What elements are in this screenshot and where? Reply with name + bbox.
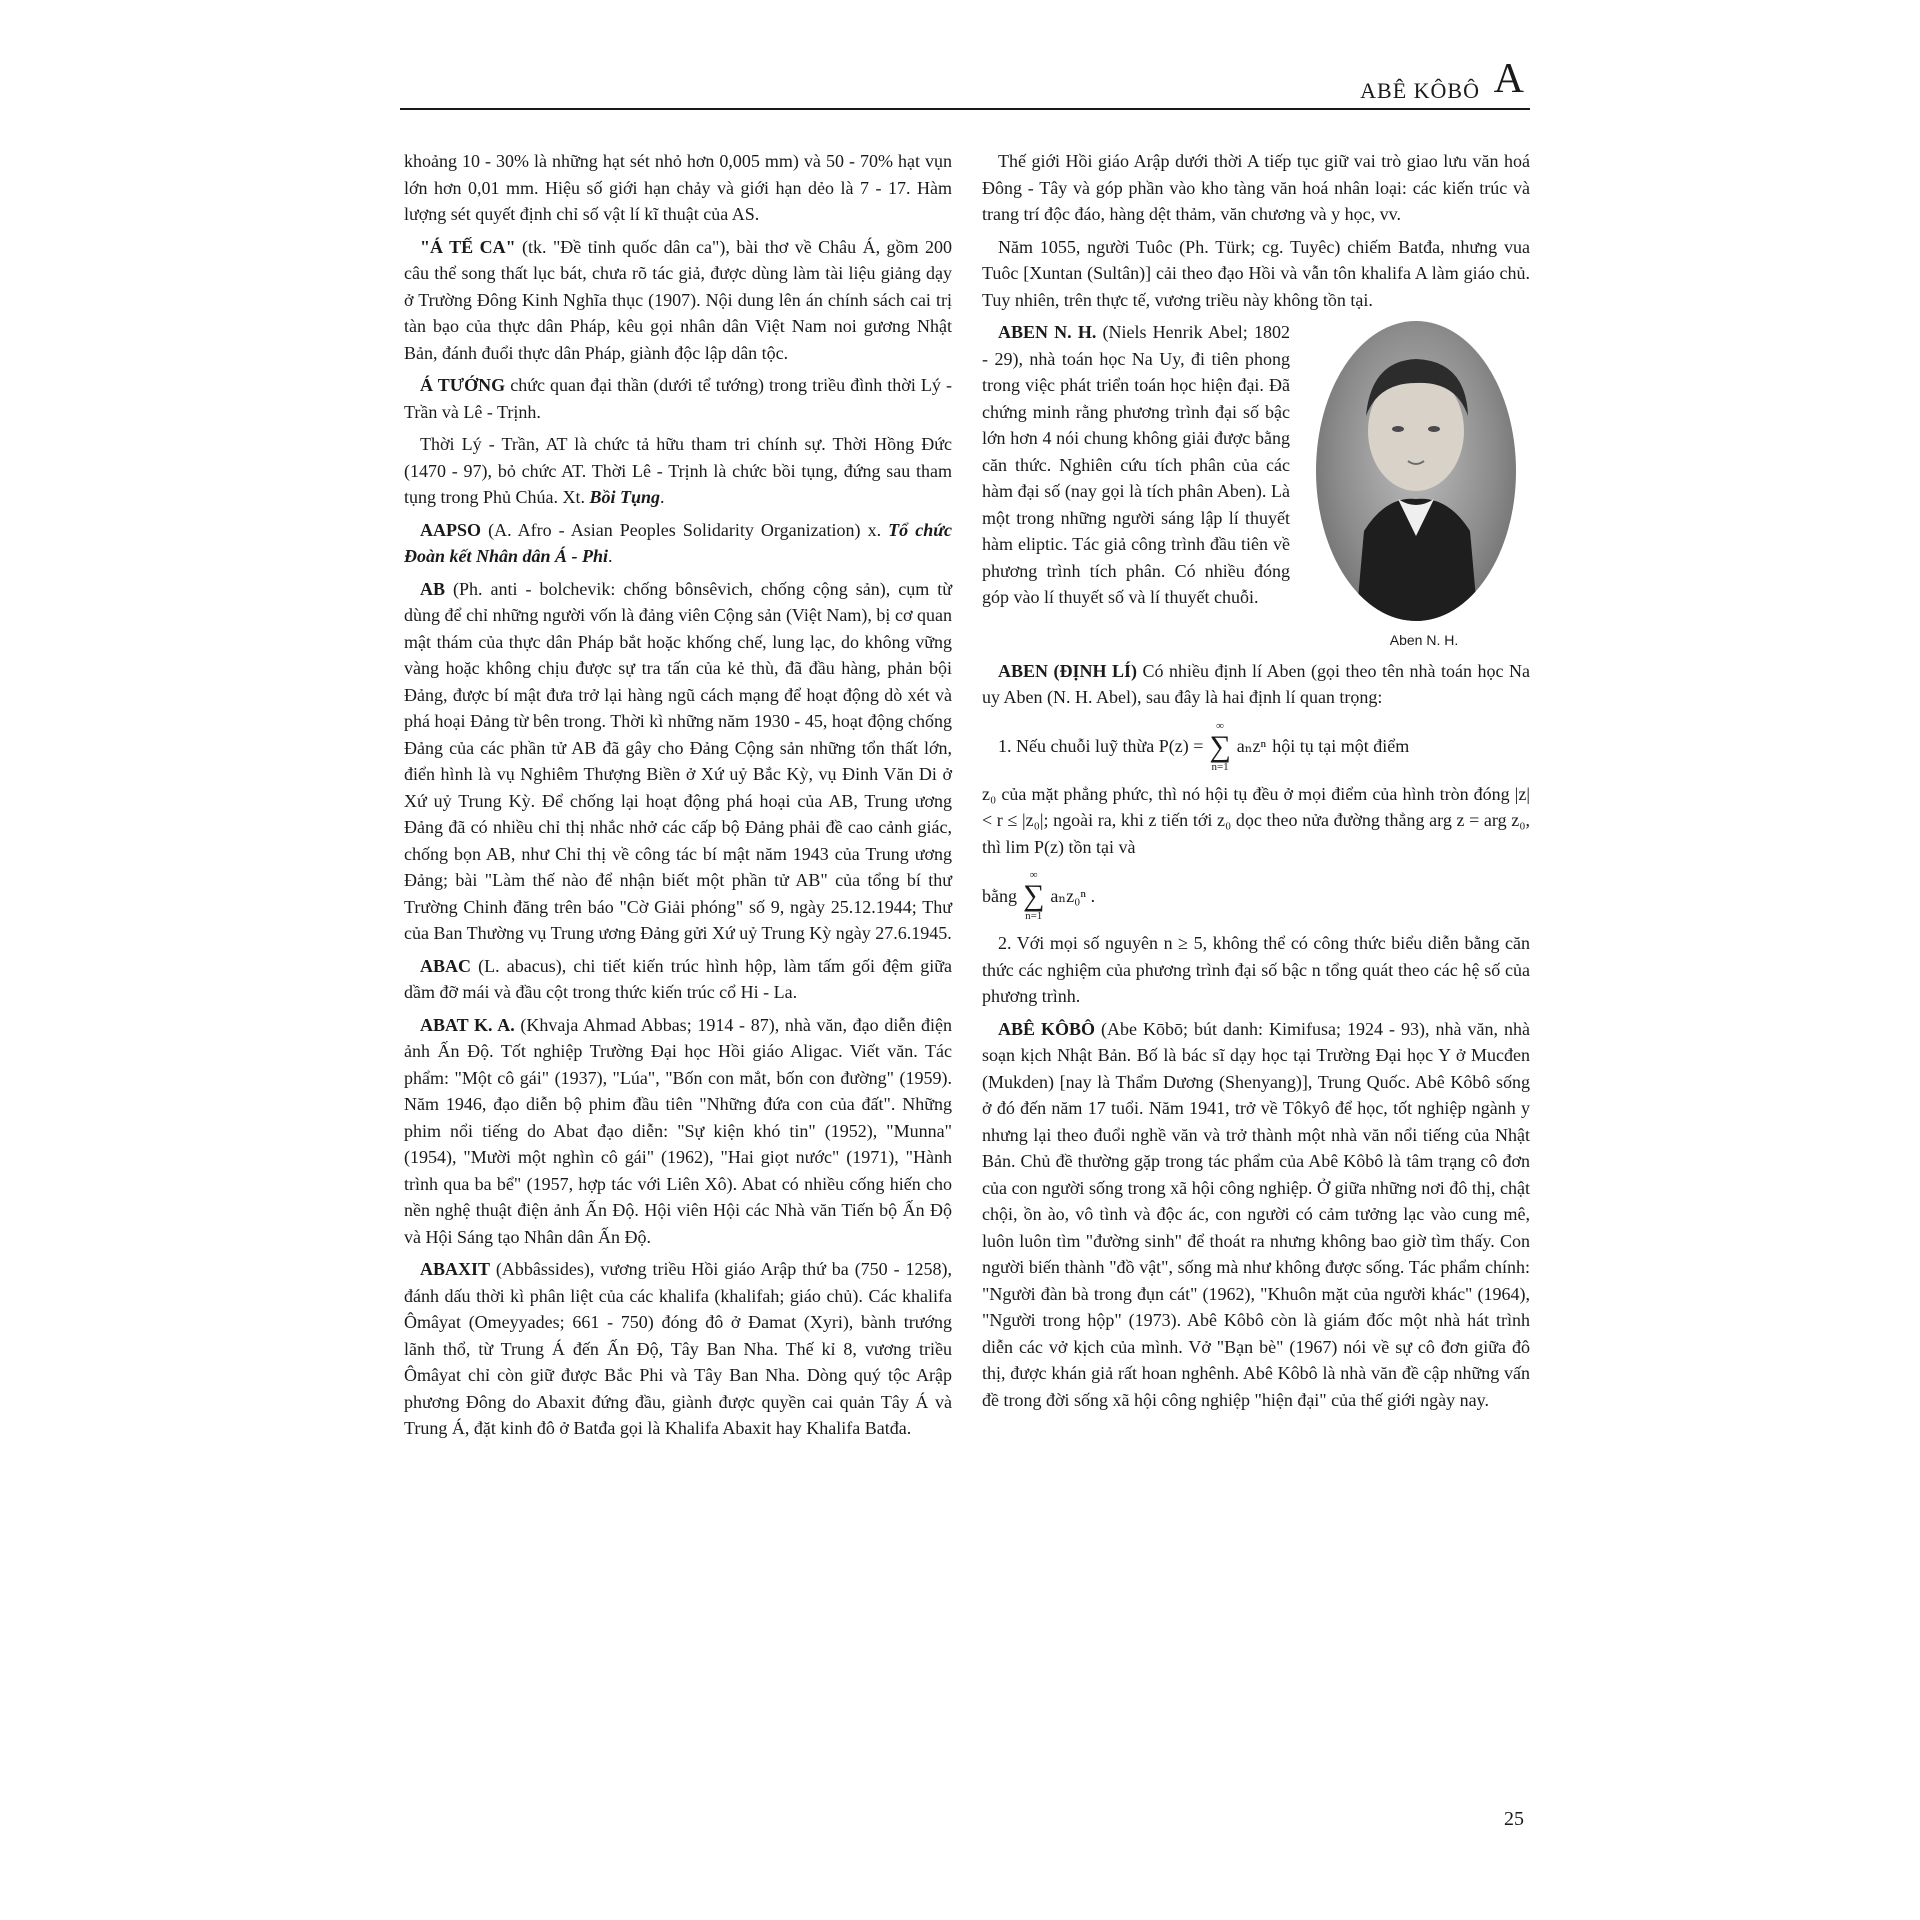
sum-lower-limit: n=1: [1211, 760, 1229, 773]
left-column: [404, 148, 952, 1448]
entry-text: (Abbâssides), vương triều Hồi giáo Arập thứ ba (750 - 1258), đánh dấu thời kì phân liệt của các khalifa (khalifah; giáo chủ). Các khalifa Ômâyat (Omeyyades; 661 - 750) đóng đô ở Đamat (Xyri), bành trướng lãnh thổ, từ Trung Á đến Ấn Độ, Tây Ban Nha. Thế kỉ 8, vương triều Ômâyat chỉ còn giữ được Bắc Phi và Tây Ban Nha. Dòng quý tộc Arập phương Đông do Abaxit đứng đầu, giành được quyền cai quản Tây Á và Trung Á, đặt kinh đô ở Batđa gọi là Khalifa Abaxit hay Khalifa Batđa.: [404, 1259, 952, 1438]
entry-text: (Khvaja Ahmad Abbas; 1914 - 87), nhà văn, đạo diễn điện ảnh Ấn Độ. Tốt nghiệp Trường Đại học Hồi giáo Aligac. Viết văn. Tác phẩm: "Một cô gái" (1937), "Lúa", "Bốn con mắt, bốn con đường" (1959). Năm 1946, đạo diễn bộ phim đầu tiên "Những đứa con của đất". Những phim nổi tiếng do Abat đạo diễn: "Sự kiện khó tin" (1952), "Munna" (1954), "Mười một nghìn cô gái" (1962), "Hai giọt nước" (1971), "Hành trình qua ba bể" (1957, hợp tác với Liên Xô). Abat có nhiều cống hiến cho nền nghệ thuật điện ảnh Ấn Độ. Hội viên Hội các Nhà văn Tiến bộ Ấn Độ và Hội Sáng tạo Nhân dân Ấn Độ.: [404, 1014, 952, 1247]
portrait-caption: Aben N. H.: [1389, 632, 1459, 648]
entry-text: (A. Afro - Asian Peoples Solidarity Organization) x.: [481, 519, 889, 540]
entry-abac: [404, 953, 952, 1006]
entry-text: Có nhiều định lí Aben (gọi theo tên nhà toán học Na uy Aben (N. H. Abel), sau đây là hai định lí quan trọng:: [982, 660, 1530, 707]
page-number: 25: [1504, 1808, 1524, 1830]
entry-text: (tk. "Đề tỉnh quốc dân ca"), bài thơ về Châu Á, gồm 200 câu thể song thất lục bát, chưa rõ tác giả, được dùng làm tài liệu giảng dạy ở Trường Đông Kinh Nghĩa thục (1907). Nội dung lên án chính sách cai trị tàn bạo của thực dân Pháp, kêu gọi nhân dân Việt Nam noi gương Nhật Bản, đánh đuổi thực dân Pháp, giành độc lập dân tộc.: [404, 236, 952, 363]
paragraph: [404, 431, 952, 511]
entry-a-tuong: [404, 372, 952, 425]
portrait-figure: [1302, 321, 1530, 654]
paragraph: z₀ của mặt phẳng phức, thì nó hội tụ đều ở mọi điểm của hình tròn đóng |z| < r ≤ |z₀|; ngoài ra, khi z tiến tới z₀ dọc theo nửa đường thẳng arg z = arg z₀, thì lim P(z) tồn tại và: [982, 783, 1530, 857]
entry-a-te-ca: [404, 234, 952, 367]
entry-term: "Á TẾ CA": [420, 236, 516, 257]
portrait-image: [1316, 321, 1516, 621]
sum-upper-limit: ∞: [1216, 719, 1224, 732]
entry-abe-kobo: [982, 1016, 1530, 1414]
entry-text: (Abe Kōbō; bút danh: Kimifusa; 1924 - 93), nhà văn, nhà soạn kịch Nhật Bản. Bố là bác sĩ dạy học tại Trường Đại học Y ở Mucđen (Mukden) [nay là Thẩm Dương (Shenyang)], Trung Quốc. Abê Kôbô sống ở đó đến năm 17 tuổi. Năm 1941, trở về Tôkyô để học, tốt nghiệp ngành y nhưng lại theo đuổi nghề văn và trở thành một nhà văn nổi tiếng của Nhật Bản. Chủ đề thường gặp trong tác phẩm của Abê Kôbô là tâm trạng cô đơn của con người sống trong xã hội công nghiệp. Ở giữa những nơi đô thị, chật chội, ồn ào, vô tình và độc ác, con người có cảm tưởng lạc vào cung mê, luôn luôn tìm "đường sinh" để thoát ra nhưng không bao giờ tìm thấy. Con người biến thành "đồ vật", sống mà như không được sống. Tác phẩm chính: "Người đàn bà trong đụn cát" (1962), "Khuôn mặt của người khác" (1964), "Người trong hộp" (1973). Abê Kôbô còn là giám đốc một nhà hát trình diễn các vở kịch của mình. Vở "Bạn bè" (1967) nói về sự cô đơn giữa đô thị, được khán giả rất hoan nghênh. Abê Kôbô là nhà văn đề cập những vấn đề trong đời sống xã hội công nghiệp "hiện đại" của thế giới ngày nay.: [982, 1018, 1530, 1410]
entry-text: .: [608, 546, 613, 566]
entry-abaxit: [404, 1256, 952, 1442]
entry-term: AB: [420, 578, 446, 599]
entry-term: ABÊ KÔBÔ: [998, 1018, 1096, 1039]
formula-text: hội tụ tại một điểm: [1272, 736, 1410, 757]
formula-text: bằng: [982, 885, 1017, 906]
entry-abat: [404, 1012, 952, 1251]
entry-text: (Niels Henrik Abel; 1802 - 29), nhà toán học Na Uy, đi tiên phong trong việc phát triển toán học hiện đại. Đã chứng minh rằng phương trình đại số bậc lớn hơn 4 nói chung không giải được bằng căn thức. Nghiên cứu tích phân của các hàm đại số (nay gọi là tích phân Aben). Là một trong những người sáng lập lí thuyết hàm eliptic. Tác giả công trình đầu tiên về phương trình tích phân. Có nhiều đóng góp vào lí thuyết số và lí thuyết chuỗi.: [982, 322, 1290, 607]
entry-ab: [404, 576, 952, 947]
entry-term: ABAT K. A.: [420, 1014, 515, 1035]
entry-text: Thời Lý - Trần, AT là chức tả hữu tham tri chính sự. Thời Hồng Đức (1470 - 97), bỏ chức AT. Thời Lê - Trịnh là chức bồi tụng, đứng sau tham tụng trong Phủ Chúa. Xt.: [404, 434, 952, 507]
entry-text: (L. abacus), chi tiết kiến trúc hình hộp, làm tấm gối đệm giữa dầm đỡ mái và đầu cột trong thức kiến trúc cổ Hi - La.: [404, 955, 952, 1002]
entry-aapso: [404, 517, 952, 570]
entry-term: ABAXIT: [420, 1259, 491, 1279]
cross-reference: Bồi Tụng: [589, 487, 661, 507]
header-rule: [400, 108, 1530, 110]
summation-symbol: [1209, 721, 1230, 773]
formula-1: [982, 721, 1530, 773]
summation-symbol: [1023, 870, 1044, 922]
sum-upper-limit: ∞: [1029, 869, 1038, 881]
entry-text: chức quan đại thần (dưới tể tướng) trong triều đình thời Lý - Trần và Lê - Trịnh.: [404, 375, 952, 422]
right-column: [982, 148, 1530, 1419]
entry-term: ABEN (ĐỊNH LÍ): [998, 660, 1138, 681]
entry-aben: [982, 319, 1530, 648]
entry-aben-theorem: [982, 658, 1530, 711]
formula-term: aₙz₀ⁿ .: [1050, 885, 1096, 906]
paragraph: Thế giới Hồi giáo Arập dưới thời A tiếp tục giữ vai trò giao lưu văn hoá Đông - Tây và góp phần vào kho tàng văn hoá nhân loại: các kiến trúc và trang trí độc đáo, hàng dệt thảm, văn chương và y học, vv.: [982, 151, 1530, 224]
formula-text: 1. Nếu chuỗi luỹ thừa P(z) =: [998, 736, 1204, 757]
portrait-illustration: [1316, 321, 1516, 621]
cross-reference: Tổ chức Đoàn kết Nhân dân Á - Phi: [404, 519, 952, 566]
paragraph: 2. Với mọi số nguyên n ≥ 5, không thể có công thức biểu diễn bằng căn thức các nghiệm của phương trình đại số bậc n tổng quát theo các hệ số của phương trình.: [982, 933, 1530, 1006]
paragraph: khoảng 10 - 30% là những hạt sét nhỏ hơn 0,005 mm) và 50 - 70% hạt vụn lớn hơn 0,01 mm. Hiệu số giới hạn chảy và giới hạn dẻo là 7 - 17. Hàm lượng sét quyết định chỉ số vật lí kĩ thuật của AS.: [404, 151, 952, 224]
sum-lower-limit: n=1: [1025, 910, 1043, 922]
entry-text: .: [660, 487, 665, 507]
entry-term: Á TƯỚNG: [420, 375, 506, 395]
section-letter: A: [1493, 56, 1524, 102]
entry-term: AAPSO: [420, 519, 482, 540]
running-header-title: ABÊ KÔBÔ: [1360, 78, 1480, 103]
paragraph: Năm 1055, người Tuôc (Ph. Türk; cg. Tuyêc) chiếm Batđa, nhưng vua Tuôc [Xuntan (Sultân)] cải theo đạo Hồi và vẫn tôn khalifa A làm giáo chủ. Tuy nhiên, trên thực tế, vương triều này không tồn tại.: [982, 236, 1530, 310]
formula-2: [982, 870, 1530, 922]
formula-term: aₙzⁿ: [1236, 736, 1267, 757]
entry-term: ABAC: [420, 955, 472, 976]
sigma-glyph: ∑: [1209, 729, 1231, 763]
entry-term: ABEN N. H.: [998, 322, 1097, 342]
sigma-glyph: ∑: [1023, 879, 1045, 912]
entry-text: (Ph. anti - bolchevik: chống bônsêvich, chống cộng sản), cụm từ dùng để chỉ những người vốn là đảng viên Cộng sản (Việt Nam), bị cơ quan mật thám của thực dân Pháp bắt hoặc khống chế, lung lạc, do không vững vàng hoặc không chịu được sự tra tấn của kẻ thù, đã đầu hàng, phản bội Đảng, được bí mật đưa trở lại hàng ngũ cách mạng để hoạt động dò xét và phá hoại Đảng từ bên trong. Thời kì những năm 1930 - 45, hoạt động chống Đảng của các phần tử AB đã gây cho Đảng Cộng sản những tổn thất lớn, điển hình là vụ Nghiêm Thượng Biền ở Xứ uỷ Bắc Kỳ, vụ Đinh Văn Di ở Xứ uỷ Trung Kỳ. Để chống lại hoạt động phá hoại của AB, Trung ương Đảng đã có nhiều chỉ thị nhắc nhở các cấp bộ Đảng phải đề cao cảnh giác, chống bọn AB, như Chỉ thị về công tác bí mật năm 1943 của Trung ương Đảng; bài "Làm thế nào để nhận biết một phần tử AB" của tổng bí thư Trường Chinh đăng trên báo "Cờ Giải phóng" số 9, ngày 25.12.1944; Thư của Ban Thường vụ Trung ương Đảng gửi Xứ uỷ Trung Kỳ ngày 27.6.1945.: [404, 578, 952, 943]
